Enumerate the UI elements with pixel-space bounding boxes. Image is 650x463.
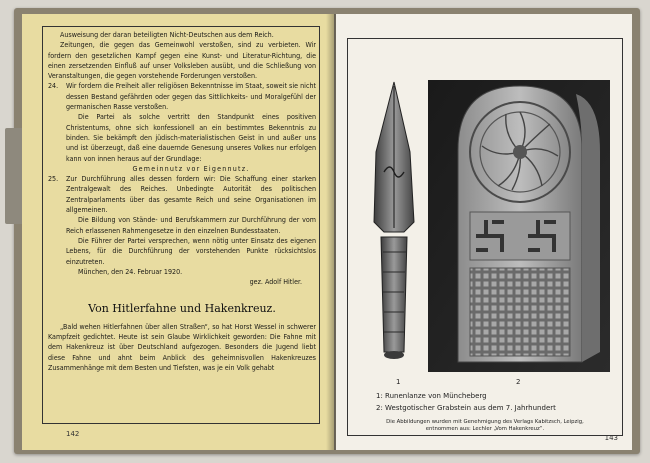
- figure-number-1: 1: [396, 378, 401, 386]
- credit-line-2: entnommen aus: Lechler „Vom Hakenkreuz“.: [425, 426, 545, 432]
- date-line: München, den 24. Februar 1920.: [78, 266, 183, 276]
- section-text: „Bald wehen Hitlerfahnen über allen Straßen“, so hat Horst Wessel in schwerer Kampfzeit gedichtet. Heute ist sein Glaube Wirklichkeit geworden: Die Fahne mit dem Hakenkreuz ist über Deutschland aufgezogen. Besonders die Jugend liebt diese Fahne und ahnt beim Anblick des geheimnisvollen Hakenkreuzes Zusammenhänge mit dem Besten und Tiefsten, was je ein Volk gehabt: [48, 321, 316, 372]
- page-number-left: 142: [66, 430, 80, 438]
- rune-spear-image: [374, 82, 414, 359]
- image-credit: [356, 419, 614, 433]
- point-24-text: Wir fordern die Freiheit aller religiösen Bekenntnisse im Staat, soweit sie nicht dessen Bestand gefährden oder gegen das Sittlichkeits- und Moralgefühl der germanischen Rasse verstoßen.: [66, 81, 316, 112]
- point-24-continuation: Die Partei als solche vertritt den Standpunkt eines positiven Christentums, ohne sich konfessionell an ein bestimmtes Bekenntnis zu binden. Sie bekämpft den jüdisch-materialistischen Geist in und außer uns und ist überzeugt, daß eine dauernde Genesung unseres Volkes nur erfolgen kann von innen heraus auf der Grundlage:: [66, 112, 316, 163]
- right-page: [336, 14, 632, 450]
- section-title: Von Hitlerfahne und Hakenkreuz.: [88, 302, 276, 316]
- point-25-number: 25.: [48, 174, 59, 184]
- point-25: [48, 174, 316, 287]
- figure-number-2: 2: [516, 378, 521, 386]
- signature: gez. Adolf Hitler.: [249, 277, 302, 287]
- credit-line-1: Die Abbildungen wurden mit Genehmigung des Verlags Kabitzsch, Leipzig,: [386, 419, 584, 425]
- point-25-closing: Die Führer der Partei versprechen, wenn nötig unter Einsatz des eigenen Lebens, für die Durchführung der vorstehenden Punkte rücksichtslos einzutreten.: [66, 235, 316, 266]
- point-25-text: Zur Durchführung alles dessen fordern wir: Die Schaffung einer starken Zentralgewalt des Reiches. Unbedingte Autorität des politischen Zentralparlaments über das gesamte Reich und seine Organisationen im allgemeinen.: [66, 174, 316, 215]
- artifact-photo: [354, 72, 612, 374]
- grave-stone-image: [458, 86, 600, 362]
- point-24: [48, 81, 316, 174]
- page-number-right: 143: [604, 434, 618, 442]
- motto: Gemeinnutz vor Eigennutz.: [132, 163, 250, 173]
- point-25-continuation: Die Bildung von Stände- und Berufskammern zur Durchführung der vom Reich erlassenen Rahmengesetze in den einzelnen Bundesstaaten.: [66, 215, 316, 235]
- point-24-number: 24.: [48, 81, 59, 91]
- left-page-text: [48, 30, 316, 373]
- paragraph-intro: Ausweisung der daran beteiligten Nicht-Deutschen aus dem Reich.: [60, 30, 274, 39]
- caption-1: 1: Runenlanze von Müncheberg: [376, 392, 487, 400]
- caption-2: 2: Westgotischer Grabstein aus dem 7. Jahrhundert: [376, 404, 556, 412]
- paragraph-zeitungen: Zeitungen, die gegen das Gemeinwohl verstoßen, sind zu verbieten. Wir fordern den gesetzlichen Kampf gegen eine Kunst- und Literatur-Richtung, die einen zersetzenden Einfluß auf unser Volksleben ausübt, und die Schließung von Veranstaltungen, die gegen vorstehende Forderungen verstoßen.: [48, 40, 316, 81]
